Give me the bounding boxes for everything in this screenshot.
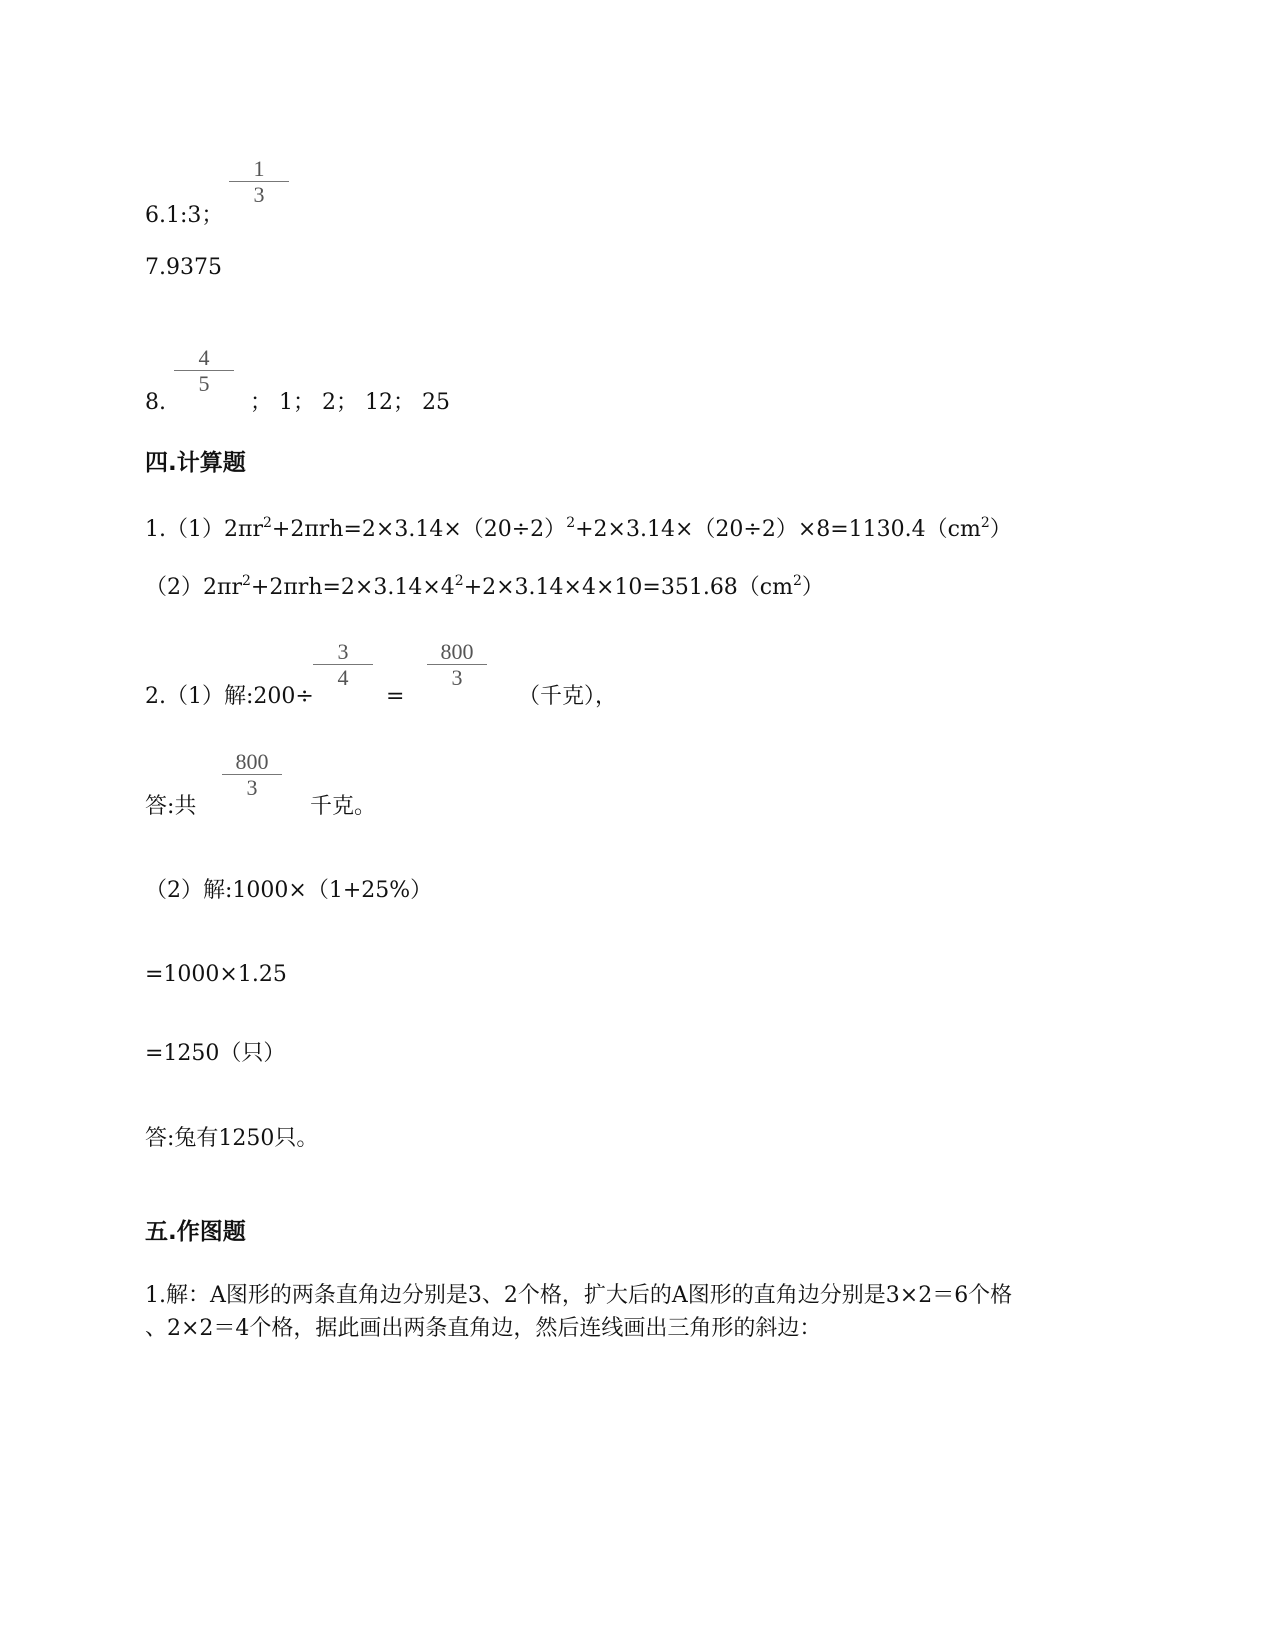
fraction-denominator: 3 [451,665,463,690]
fraction-800-thirds-answer [222,751,282,799]
answer-6 [145,205,223,227]
calc-1-line-2: $(2)2\pi r^2+2\pi rh=2\times 3.14\times 4^2+2\times 3.14\times 4\times 10=351.68(cm^2)$ [145,573,824,600]
answer-8-values: ； 1； 2； 12； 25 [250,390,450,415]
fraction-denominator: 3 [246,775,258,800]
answer-2-1-suffix: 千克。 [310,794,377,819]
fraction-denominator: 5 [198,371,210,396]
fraction-three-quarters [313,641,373,689]
fraction-one-third [229,158,289,206]
drawing-1-line-1: 1.解：A图形的两条直角边分别是3、2个格，扩大后的A图形的直角边分别是3×2＝6个格 [145,1283,1013,1308]
fraction-numerator: 3 [337,639,349,664]
calc-2-part-2-line-3: =1250（只） [145,1041,286,1066]
answer-6-text: 6.1:3； [145,203,224,228]
drawing-1-line-2: 、2×2＝4个格，据此画出两条直角边，然后连线画出三角形的斜边： [145,1316,822,1341]
answer-7: 7.9375 [145,255,222,280]
fraction-denominator: 4 [337,665,349,690]
calc-2-part-1-unit: （千克）， [518,684,618,709]
fraction-numerator: 800 [440,639,474,664]
calc-2-part-1-prefix: 2.（1）解:200÷ [145,684,314,709]
fraction-numerator: 800 [235,749,269,774]
fraction-numerator: 4 [198,345,210,370]
fraction-denominator: 3 [253,182,265,207]
fraction-800-thirds [427,641,487,689]
section-5-title: 五.作图题 [145,1219,246,1245]
section-4-title: 四.计算题 [145,450,246,476]
fraction-four-fifths [174,347,234,395]
answer-2-2: 答:兔有1250只。 [145,1126,319,1151]
answer-2-1-prefix: 答:共 [145,794,197,819]
calc-2-part-2-line-1: （2）解:1000×（1+25%） [145,878,433,903]
calc-2-part-2-line-2: =1000×1.25 [145,962,287,987]
answer-8-prefix: 8. [145,390,166,415]
calc-1-line-1: $1.(1)2\pi r^2+2\pi rh=2\times 3.14\times(20\div 2)^2+2\times 3.14\times(20\div 2)\times 8=1130.4(cm^2)$ [145,515,1012,542]
fraction-numerator: 1 [253,156,265,181]
equals-sign: = [386,684,405,709]
